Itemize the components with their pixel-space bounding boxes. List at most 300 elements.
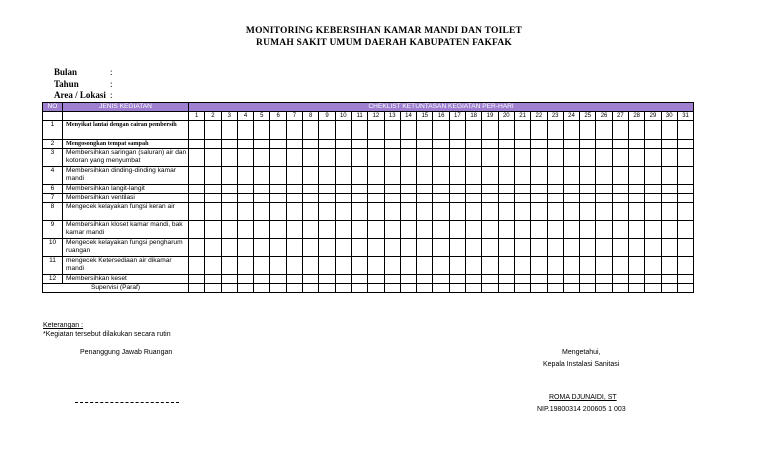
checkbox-cell[interactable] — [205, 257, 221, 275]
checkbox-cell[interactable] — [547, 185, 563, 194]
checkbox-cell[interactable] — [303, 275, 319, 284]
checkbox-cell[interactable] — [466, 140, 482, 149]
checkbox-cell[interactable] — [368, 275, 384, 284]
checkbox-cell[interactable] — [514, 239, 530, 257]
checkbox-cell[interactable] — [482, 239, 498, 257]
checkbox-cell[interactable] — [482, 203, 498, 221]
checkbox-cell[interactable] — [531, 140, 547, 149]
checkbox-cell[interactable] — [417, 185, 433, 194]
checkbox-cell[interactable] — [482, 275, 498, 284]
checkbox-cell[interactable] — [189, 185, 205, 194]
checkbox-cell[interactable] — [319, 275, 335, 284]
paraf-cell[interactable] — [629, 284, 645, 293]
checkbox-cell[interactable] — [531, 185, 547, 194]
checkbox-cell[interactable] — [661, 257, 677, 275]
checkbox-cell[interactable] — [335, 167, 351, 185]
checkbox-cell[interactable] — [335, 275, 351, 284]
checkbox-cell[interactable] — [531, 121, 547, 140]
checkbox-cell[interactable] — [661, 203, 677, 221]
checkbox-cell[interactable] — [319, 194, 335, 203]
checkbox-cell[interactable] — [205, 194, 221, 203]
checkbox-cell[interactable] — [677, 121, 693, 140]
paraf-cell[interactable] — [189, 284, 205, 293]
checkbox-cell[interactable] — [449, 239, 465, 257]
checkbox-cell[interactable] — [612, 257, 628, 275]
checkbox-cell[interactable] — [433, 194, 449, 203]
checkbox-cell[interactable] — [612, 221, 628, 239]
checkbox-cell[interactable] — [498, 149, 514, 167]
paraf-cell[interactable] — [580, 284, 596, 293]
checkbox-cell[interactable] — [661, 140, 677, 149]
checkbox-cell[interactable] — [384, 149, 400, 167]
checkbox-cell[interactable] — [400, 221, 416, 239]
checkbox-cell[interactable] — [221, 185, 237, 194]
paraf-cell[interactable] — [303, 284, 319, 293]
checkbox-cell[interactable] — [400, 121, 416, 140]
checkbox-cell[interactable] — [580, 194, 596, 203]
checkbox-cell[interactable] — [482, 140, 498, 149]
checkbox-cell[interactable] — [449, 121, 465, 140]
checkbox-cell[interactable] — [677, 167, 693, 185]
paraf-cell[interactable] — [645, 284, 661, 293]
paraf-cell[interactable] — [351, 284, 367, 293]
checkbox-cell[interactable] — [368, 203, 384, 221]
checkbox-cell[interactable] — [449, 203, 465, 221]
checkbox-cell[interactable] — [596, 185, 612, 194]
checkbox-cell[interactable] — [303, 239, 319, 257]
checkbox-cell[interactable] — [286, 149, 302, 167]
checkbox-cell[interactable] — [303, 185, 319, 194]
checkbox-cell[interactable] — [351, 121, 367, 140]
checkbox-cell[interactable] — [661, 239, 677, 257]
paraf-cell[interactable] — [612, 284, 628, 293]
checkbox-cell[interactable] — [563, 140, 579, 149]
checkbox-cell[interactable] — [384, 194, 400, 203]
checkbox-cell[interactable] — [482, 167, 498, 185]
checkbox-cell[interactable] — [498, 257, 514, 275]
paraf-cell[interactable] — [205, 284, 221, 293]
checkbox-cell[interactable] — [498, 275, 514, 284]
checkbox-cell[interactable] — [254, 140, 270, 149]
checkbox-cell[interactable] — [270, 167, 286, 185]
checkbox-cell[interactable] — [319, 149, 335, 167]
checkbox-cell[interactable] — [580, 140, 596, 149]
checkbox-cell[interactable] — [612, 167, 628, 185]
checkbox-cell[interactable] — [384, 140, 400, 149]
checkbox-cell[interactable] — [368, 121, 384, 140]
checkbox-cell[interactable] — [286, 221, 302, 239]
checkbox-cell[interactable] — [270, 203, 286, 221]
checkbox-cell[interactable] — [237, 185, 253, 194]
checkbox-cell[interactable] — [254, 257, 270, 275]
checkbox-cell[interactable] — [335, 221, 351, 239]
paraf-cell[interactable] — [547, 284, 563, 293]
checkbox-cell[interactable] — [189, 203, 205, 221]
checkbox-cell[interactable] — [254, 121, 270, 140]
checkbox-cell[interactable] — [221, 121, 237, 140]
paraf-cell[interactable] — [466, 284, 482, 293]
checkbox-cell[interactable] — [351, 221, 367, 239]
checkbox-cell[interactable] — [547, 203, 563, 221]
checkbox-cell[interactable] — [629, 239, 645, 257]
checkbox-cell[interactable] — [645, 149, 661, 167]
checkbox-cell[interactable] — [449, 149, 465, 167]
checkbox-cell[interactable] — [580, 239, 596, 257]
checkbox-cell[interactable] — [677, 275, 693, 284]
checkbox-cell[interactable] — [531, 239, 547, 257]
checkbox-cell[interactable] — [596, 203, 612, 221]
checkbox-cell[interactable] — [303, 221, 319, 239]
checkbox-cell[interactable] — [270, 275, 286, 284]
checkbox-cell[interactable] — [482, 257, 498, 275]
checkbox-cell[interactable] — [482, 194, 498, 203]
checkbox-cell[interactable] — [514, 203, 530, 221]
checkbox-cell[interactable] — [368, 167, 384, 185]
checkbox-cell[interactable] — [417, 221, 433, 239]
checkbox-cell[interactable] — [189, 149, 205, 167]
checkbox-cell[interactable] — [351, 203, 367, 221]
checkbox-cell[interactable] — [270, 221, 286, 239]
checkbox-cell[interactable] — [629, 257, 645, 275]
checkbox-cell[interactable] — [417, 194, 433, 203]
checkbox-cell[interactable] — [400, 194, 416, 203]
paraf-cell[interactable] — [482, 284, 498, 293]
checkbox-cell[interactable] — [563, 203, 579, 221]
checkbox-cell[interactable] — [400, 140, 416, 149]
checkbox-cell[interactable] — [433, 121, 449, 140]
checkbox-cell[interactable] — [205, 275, 221, 284]
checkbox-cell[interactable] — [400, 185, 416, 194]
checkbox-cell[interactable] — [384, 185, 400, 194]
checkbox-cell[interactable] — [286, 185, 302, 194]
checkbox-cell[interactable] — [237, 221, 253, 239]
checkbox-cell[interactable] — [645, 257, 661, 275]
checkbox-cell[interactable] — [547, 140, 563, 149]
checkbox-cell[interactable] — [286, 239, 302, 257]
checkbox-cell[interactable] — [270, 194, 286, 203]
checkbox-cell[interactable] — [221, 149, 237, 167]
checkbox-cell[interactable] — [303, 121, 319, 140]
checkbox-cell[interactable] — [629, 167, 645, 185]
checkbox-cell[interactable] — [237, 194, 253, 203]
checkbox-cell[interactable] — [319, 140, 335, 149]
checkbox-cell[interactable] — [580, 149, 596, 167]
checkbox-cell[interactable] — [189, 140, 205, 149]
checkbox-cell[interactable] — [254, 275, 270, 284]
checkbox-cell[interactable] — [466, 167, 482, 185]
checkbox-cell[interactable] — [221, 203, 237, 221]
checkbox-cell[interactable] — [400, 149, 416, 167]
checkbox-cell[interactable] — [417, 140, 433, 149]
checkbox-cell[interactable] — [205, 239, 221, 257]
paraf-cell[interactable] — [221, 284, 237, 293]
checkbox-cell[interactable] — [645, 185, 661, 194]
checkbox-cell[interactable] — [319, 167, 335, 185]
checkbox-cell[interactable] — [221, 257, 237, 275]
checkbox-cell[interactable] — [629, 149, 645, 167]
checkbox-cell[interactable] — [417, 203, 433, 221]
checkbox-cell[interactable] — [677, 194, 693, 203]
paraf-cell[interactable] — [286, 284, 302, 293]
checkbox-cell[interactable] — [335, 194, 351, 203]
checkbox-cell[interactable] — [596, 239, 612, 257]
checkbox-cell[interactable] — [612, 203, 628, 221]
checkbox-cell[interactable] — [335, 239, 351, 257]
checkbox-cell[interactable] — [384, 275, 400, 284]
checkbox-cell[interactable] — [221, 275, 237, 284]
checkbox-cell[interactable] — [612, 140, 628, 149]
checkbox-cell[interactable] — [466, 239, 482, 257]
checkbox-cell[interactable] — [384, 121, 400, 140]
checkbox-cell[interactable] — [563, 121, 579, 140]
checkbox-cell[interactable] — [189, 239, 205, 257]
checkbox-cell[interactable] — [319, 185, 335, 194]
checkbox-cell[interactable] — [351, 257, 367, 275]
checkbox-cell[interactable] — [547, 149, 563, 167]
checkbox-cell[interactable] — [335, 203, 351, 221]
checkbox-cell[interactable] — [547, 121, 563, 140]
checkbox-cell[interactable] — [580, 185, 596, 194]
checkbox-cell[interactable] — [563, 185, 579, 194]
checkbox-cell[interactable] — [400, 257, 416, 275]
checkbox-cell[interactable] — [612, 239, 628, 257]
checkbox-cell[interactable] — [417, 167, 433, 185]
checkbox-cell[interactable] — [368, 194, 384, 203]
checkbox-cell[interactable] — [629, 140, 645, 149]
checkbox-cell[interactable] — [498, 140, 514, 149]
checkbox-cell[interactable] — [351, 140, 367, 149]
checkbox-cell[interactable] — [596, 167, 612, 185]
checkbox-cell[interactable] — [335, 149, 351, 167]
checkbox-cell[interactable] — [433, 185, 449, 194]
checkbox-cell[interactable] — [417, 149, 433, 167]
checkbox-cell[interactable] — [205, 140, 221, 149]
paraf-cell[interactable] — [368, 284, 384, 293]
checkbox-cell[interactable] — [661, 275, 677, 284]
checkbox-cell[interactable] — [498, 239, 514, 257]
paraf-cell[interactable] — [563, 284, 579, 293]
checkbox-cell[interactable] — [237, 140, 253, 149]
checkbox-cell[interactable] — [237, 149, 253, 167]
checkbox-cell[interactable] — [596, 140, 612, 149]
checkbox-cell[interactable] — [286, 275, 302, 284]
checkbox-cell[interactable] — [237, 121, 253, 140]
paraf-cell[interactable] — [335, 284, 351, 293]
checkbox-cell[interactable] — [531, 257, 547, 275]
checkbox-cell[interactable] — [580, 167, 596, 185]
checkbox-cell[interactable] — [286, 257, 302, 275]
checkbox-cell[interactable] — [645, 167, 661, 185]
checkbox-cell[interactable] — [514, 140, 530, 149]
checkbox-cell[interactable] — [498, 194, 514, 203]
checkbox-cell[interactable] — [449, 275, 465, 284]
checkbox-cell[interactable] — [580, 275, 596, 284]
checkbox-cell[interactable] — [270, 149, 286, 167]
paraf-cell[interactable] — [661, 284, 677, 293]
checkbox-cell[interactable] — [286, 203, 302, 221]
checkbox-cell[interactable] — [384, 167, 400, 185]
checkbox-cell[interactable] — [514, 185, 530, 194]
checkbox-cell[interactable] — [514, 221, 530, 239]
checkbox-cell[interactable] — [531, 275, 547, 284]
checkbox-cell[interactable] — [482, 221, 498, 239]
checkbox-cell[interactable] — [596, 257, 612, 275]
checkbox-cell[interactable] — [677, 239, 693, 257]
checkbox-cell[interactable] — [629, 275, 645, 284]
checkbox-cell[interactable] — [335, 185, 351, 194]
checkbox-cell[interactable] — [205, 121, 221, 140]
checkbox-cell[interactable] — [254, 221, 270, 239]
checkbox-cell[interactable] — [629, 185, 645, 194]
checkbox-cell[interactable] — [547, 167, 563, 185]
checkbox-cell[interactable] — [466, 221, 482, 239]
checkbox-cell[interactable] — [205, 185, 221, 194]
checkbox-cell[interactable] — [449, 221, 465, 239]
checkbox-cell[interactable] — [237, 167, 253, 185]
checkbox-cell[interactable] — [254, 194, 270, 203]
checkbox-cell[interactable] — [254, 185, 270, 194]
checkbox-cell[interactable] — [384, 239, 400, 257]
checkbox-cell[interactable] — [466, 121, 482, 140]
checkbox-cell[interactable] — [596, 194, 612, 203]
checkbox-cell[interactable] — [482, 185, 498, 194]
checkbox-cell[interactable] — [645, 221, 661, 239]
checkbox-cell[interactable] — [433, 149, 449, 167]
checkbox-cell[interactable] — [580, 203, 596, 221]
checkbox-cell[interactable] — [466, 194, 482, 203]
checkbox-cell[interactable] — [645, 140, 661, 149]
checkbox-cell[interactable] — [547, 275, 563, 284]
checkbox-cell[interactable] — [351, 239, 367, 257]
checkbox-cell[interactable] — [645, 275, 661, 284]
checkbox-cell[interactable] — [433, 140, 449, 149]
checkbox-cell[interactable] — [205, 203, 221, 221]
checkbox-cell[interactable] — [563, 221, 579, 239]
checkbox-cell[interactable] — [270, 257, 286, 275]
checkbox-cell[interactable] — [368, 140, 384, 149]
checkbox-cell[interactable] — [189, 275, 205, 284]
checkbox-cell[interactable] — [547, 239, 563, 257]
checkbox-cell[interactable] — [677, 203, 693, 221]
checkbox-cell[interactable] — [498, 203, 514, 221]
checkbox-cell[interactable] — [580, 257, 596, 275]
checkbox-cell[interactable] — [612, 275, 628, 284]
checkbox-cell[interactable] — [319, 239, 335, 257]
checkbox-cell[interactable] — [417, 257, 433, 275]
checkbox-cell[interactable] — [547, 257, 563, 275]
checkbox-cell[interactable] — [221, 140, 237, 149]
checkbox-cell[interactable] — [368, 221, 384, 239]
checkbox-cell[interactable] — [270, 121, 286, 140]
checkbox-cell[interactable] — [303, 203, 319, 221]
checkbox-cell[interactable] — [629, 221, 645, 239]
checkbox-cell[interactable] — [205, 221, 221, 239]
checkbox-cell[interactable] — [433, 275, 449, 284]
checkbox-cell[interactable] — [482, 149, 498, 167]
checkbox-cell[interactable] — [400, 203, 416, 221]
checkbox-cell[interactable] — [384, 257, 400, 275]
paraf-cell[interactable] — [596, 284, 612, 293]
checkbox-cell[interactable] — [449, 167, 465, 185]
checkbox-cell[interactable] — [661, 221, 677, 239]
checkbox-cell[interactable] — [254, 149, 270, 167]
checkbox-cell[interactable] — [270, 140, 286, 149]
checkbox-cell[interactable] — [221, 221, 237, 239]
checkbox-cell[interactable] — [677, 185, 693, 194]
paraf-cell[interactable] — [384, 284, 400, 293]
checkbox-cell[interactable] — [514, 257, 530, 275]
checkbox-cell[interactable] — [254, 203, 270, 221]
checkbox-cell[interactable] — [531, 167, 547, 185]
checkbox-cell[interactable] — [531, 221, 547, 239]
checkbox-cell[interactable] — [449, 185, 465, 194]
checkbox-cell[interactable] — [612, 185, 628, 194]
checkbox-cell[interactable] — [286, 140, 302, 149]
checkbox-cell[interactable] — [514, 167, 530, 185]
checkbox-cell[interactable] — [433, 167, 449, 185]
checkbox-cell[interactable] — [563, 167, 579, 185]
checkbox-cell[interactable] — [661, 149, 677, 167]
checkbox-cell[interactable] — [417, 121, 433, 140]
checkbox-cell[interactable] — [612, 121, 628, 140]
checkbox-cell[interactable] — [351, 194, 367, 203]
checkbox-cell[interactable] — [254, 239, 270, 257]
checkbox-cell[interactable] — [368, 149, 384, 167]
checkbox-cell[interactable] — [205, 149, 221, 167]
checkbox-cell[interactable] — [677, 149, 693, 167]
checkbox-cell[interactable] — [645, 239, 661, 257]
checkbox-cell[interactable] — [237, 239, 253, 257]
checkbox-cell[interactable] — [221, 167, 237, 185]
checkbox-cell[interactable] — [661, 167, 677, 185]
checkbox-cell[interactable] — [563, 149, 579, 167]
checkbox-cell[interactable] — [189, 167, 205, 185]
checkbox-cell[interactable] — [661, 194, 677, 203]
checkbox-cell[interactable] — [303, 149, 319, 167]
checkbox-cell[interactable] — [368, 239, 384, 257]
checkbox-cell[interactable] — [433, 203, 449, 221]
checkbox-cell[interactable] — [514, 194, 530, 203]
checkbox-cell[interactable] — [189, 194, 205, 203]
checkbox-cell[interactable] — [286, 167, 302, 185]
checkbox-cell[interactable] — [677, 221, 693, 239]
checkbox-cell[interactable] — [319, 221, 335, 239]
paraf-cell[interactable] — [498, 284, 514, 293]
checkbox-cell[interactable] — [629, 203, 645, 221]
checkbox-cell[interactable] — [384, 221, 400, 239]
checkbox-cell[interactable] — [286, 121, 302, 140]
checkbox-cell[interactable] — [612, 149, 628, 167]
checkbox-cell[interactable] — [303, 167, 319, 185]
checkbox-cell[interactable] — [498, 221, 514, 239]
checkbox-cell[interactable] — [319, 121, 335, 140]
checkbox-cell[interactable] — [400, 239, 416, 257]
checkbox-cell[interactable] — [629, 194, 645, 203]
checkbox-cell[interactable] — [449, 140, 465, 149]
checkbox-cell[interactable] — [596, 149, 612, 167]
checkbox-cell[interactable] — [547, 221, 563, 239]
checkbox-cell[interactable] — [449, 257, 465, 275]
checkbox-cell[interactable] — [661, 185, 677, 194]
checkbox-cell[interactable] — [677, 140, 693, 149]
checkbox-cell[interactable] — [417, 275, 433, 284]
paraf-cell[interactable] — [433, 284, 449, 293]
checkbox-cell[interactable] — [335, 121, 351, 140]
checkbox-cell[interactable] — [335, 140, 351, 149]
checkbox-cell[interactable] — [351, 149, 367, 167]
checkbox-cell[interactable] — [563, 257, 579, 275]
checkbox-cell[interactable] — [303, 194, 319, 203]
